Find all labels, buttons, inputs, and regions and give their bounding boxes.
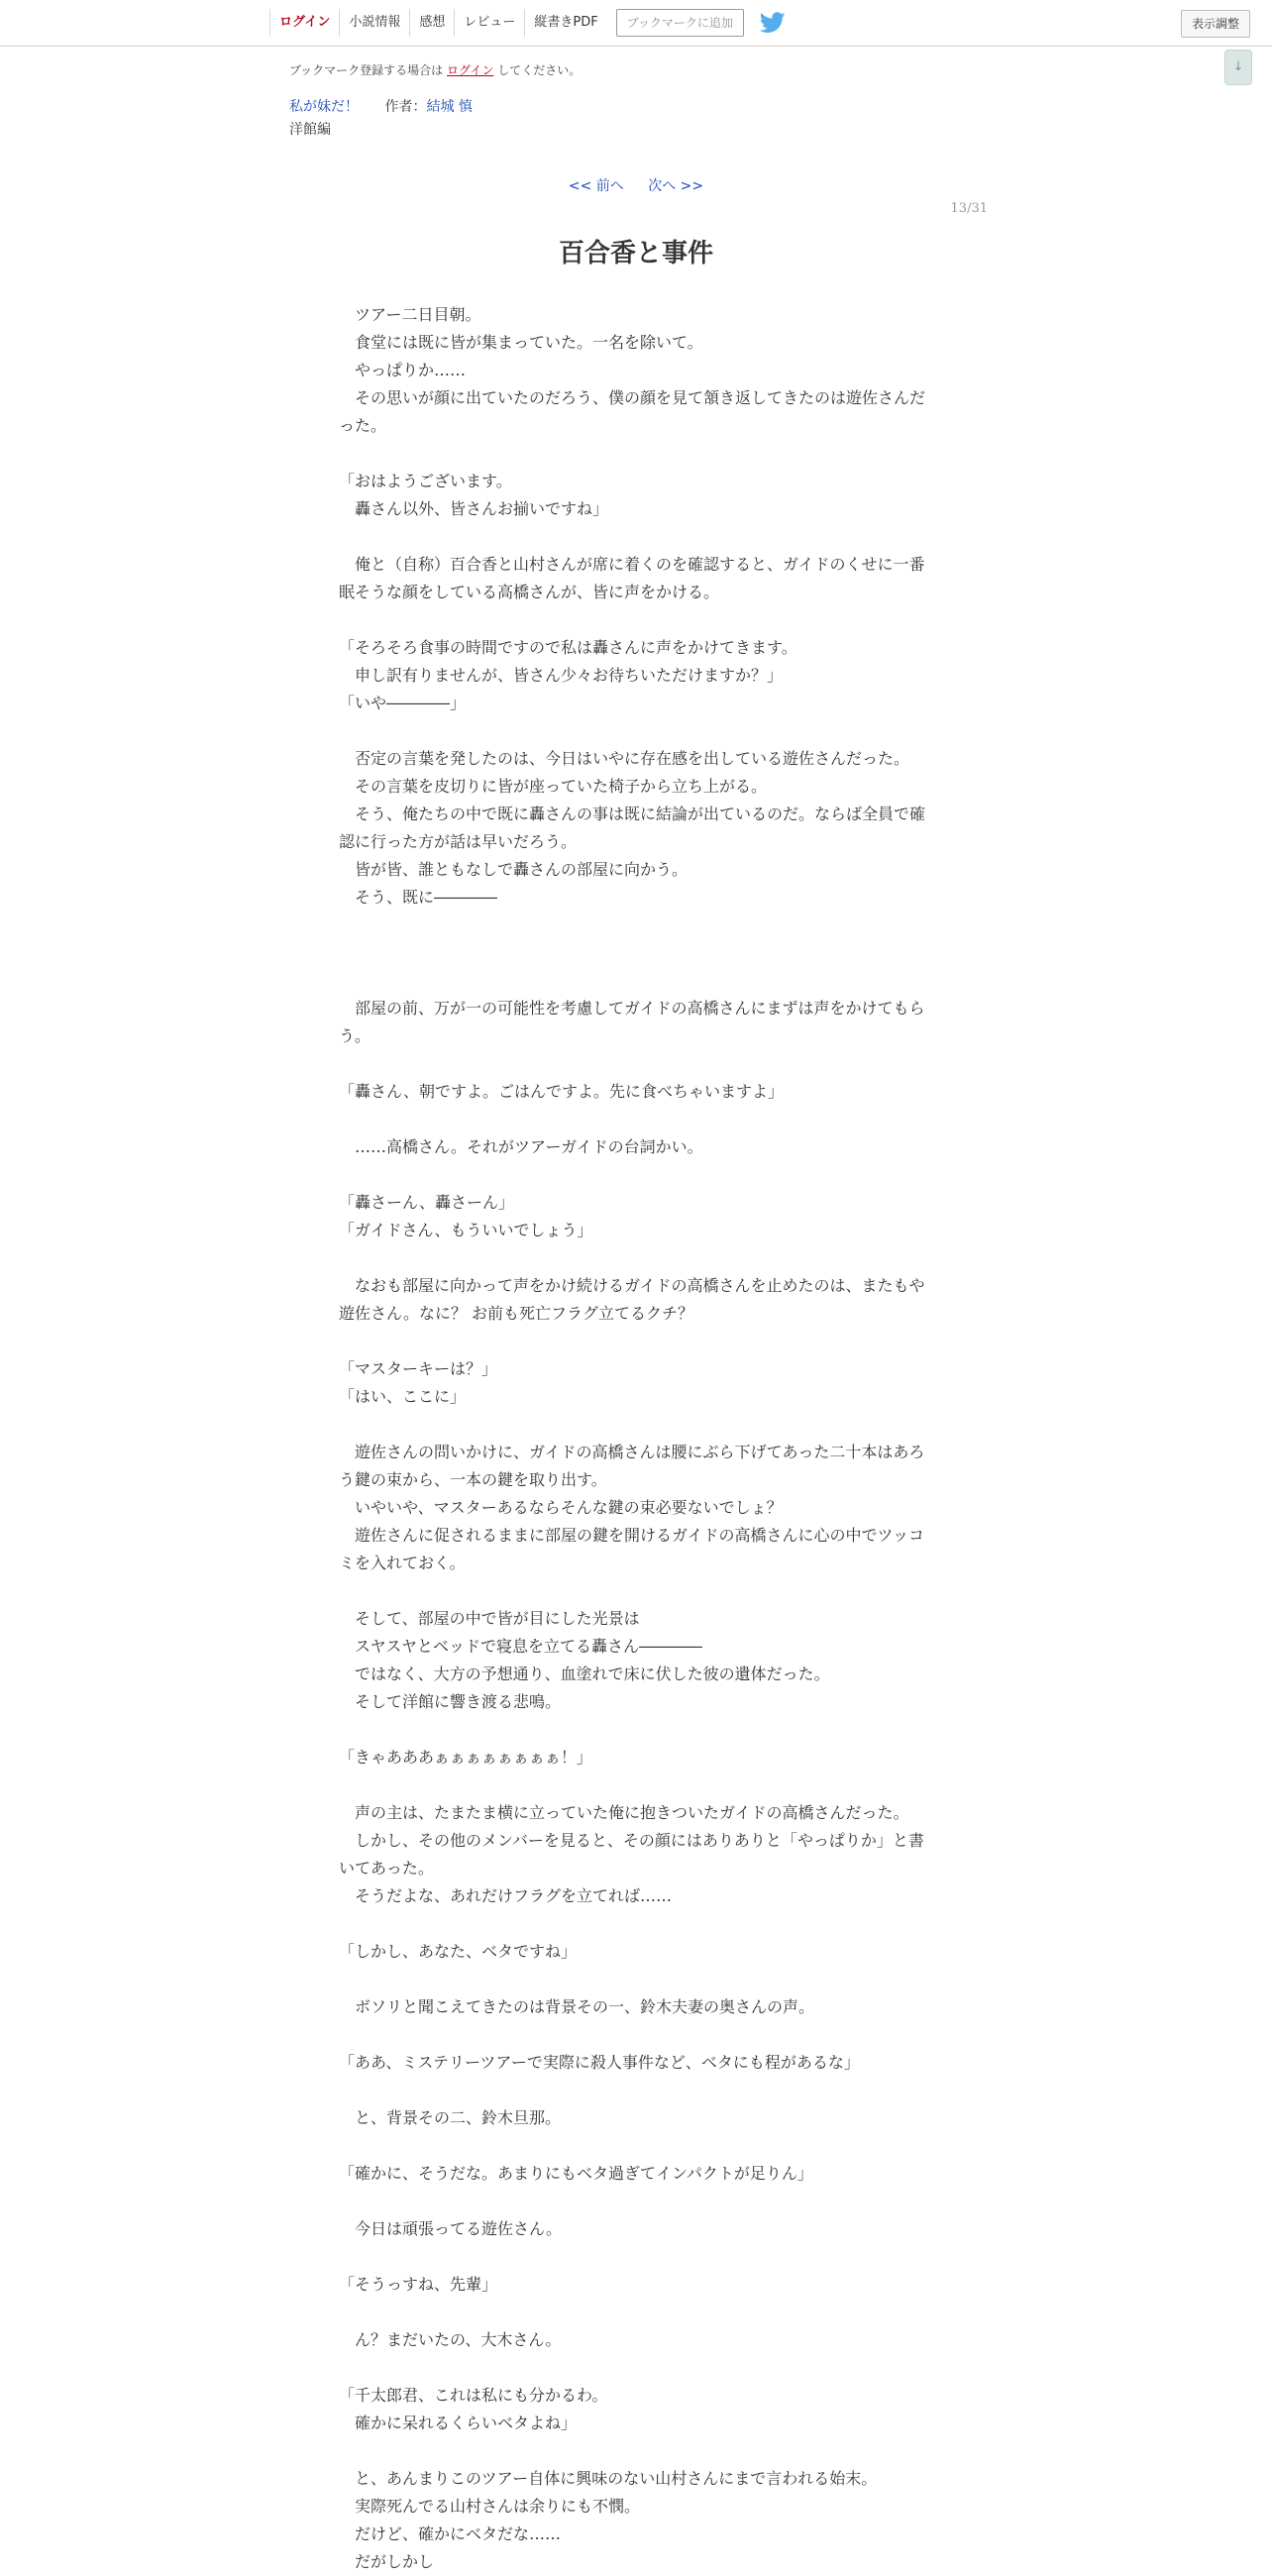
body-paragraph: 轟さん以外、皆さんお揃いですね」 bbox=[339, 499, 609, 518]
body-paragraph: そして、部屋の中で皆が目にした光景は bbox=[339, 1609, 640, 1628]
nav-vertical-pdf-link[interactable]: 縦書きPDF bbox=[524, 9, 606, 37]
body-paragraph bbox=[339, 1716, 933, 1744]
body-paragraph bbox=[339, 2243, 933, 2271]
body-paragraph: 「はい、ここに」 bbox=[339, 1387, 467, 1406]
body-paragraph bbox=[339, 1771, 933, 1799]
body-paragraph: 「マスターキーは？」 bbox=[339, 1359, 498, 1378]
body-paragraph bbox=[339, 1966, 933, 1993]
main-nav bbox=[269, 9, 786, 37]
body-paragraph bbox=[339, 1328, 933, 1355]
body-paragraph bbox=[339, 912, 933, 939]
bookmark-notice-prefix: ブックマーク登録する場合は bbox=[289, 63, 444, 77]
body-paragraph: 部屋の前、万が一の可能性を考慮してガイドの高橋さんにまずは声をかけてもらう。 bbox=[339, 999, 925, 1045]
body-paragraph bbox=[339, 2354, 933, 2382]
body-paragraph: 俺と（自称）百合香と山村さんが席に着くのを確認すると、ガイドのくせに一番眠そうな顔をしている高橋さんが、皆に声をかける。 bbox=[339, 555, 925, 601]
body-paragraph: 申し訳有りませんが、皆さん少々お待ちいただけますか？」 bbox=[339, 666, 784, 685]
chapter-body bbox=[339, 301, 933, 2576]
body-paragraph: 「おはようございます。 bbox=[339, 472, 512, 490]
body-paragraph: 「そろそろ食事の時間ですので私は轟さんに声をかけてきます。 bbox=[339, 638, 797, 657]
body-paragraph: 「そうっすね、先輩」 bbox=[339, 2275, 498, 2294]
body-paragraph bbox=[339, 967, 933, 995]
body-paragraph: 食堂には既に皆が集まっていた。一名を除いて。 bbox=[339, 333, 703, 352]
body-paragraph bbox=[339, 1910, 933, 1938]
body-paragraph bbox=[339, 1577, 933, 1605]
body-paragraph: 「轟さん、朝ですよ。ごはんですよ。先に食べちゃいますよ」 bbox=[339, 1082, 784, 1101]
body-paragraph: いやいや、マスターあるならそんな鍵の束必要ないでしょ？ bbox=[339, 1498, 783, 1517]
body-paragraph: 「確かに、そうだな。あまりにもベタ過ぎてインパクトが足りん」 bbox=[339, 2164, 813, 2183]
chapter-group-title: 洋館編 bbox=[289, 122, 331, 138]
top-nav-bar bbox=[0, 0, 1272, 47]
prev-chapter-link[interactable]: << 前へ bbox=[568, 178, 624, 194]
body-paragraph: そう、既に―――― bbox=[339, 888, 498, 907]
author-label: 作者： bbox=[384, 99, 427, 115]
body-paragraph: 「轟さーん、轟さーん」 bbox=[339, 1193, 514, 1212]
body-paragraph bbox=[339, 717, 933, 745]
body-paragraph bbox=[339, 1050, 933, 1078]
bookmark-login-notice bbox=[289, 61, 581, 78]
display-settings-button[interactable]: 表示調整 bbox=[1181, 10, 1250, 38]
body-paragraph: 「ガイドさん、もういいでしょう」 bbox=[339, 1221, 593, 1239]
nav-login-link[interactable]: ログイン bbox=[269, 9, 339, 37]
body-paragraph: そうだよな、あれだけフラグを立てれば…… bbox=[339, 1886, 673, 1905]
chapter-title: 百合香と事件 bbox=[558, 239, 713, 268]
body-paragraph: 「きゃあああぁぁぁぁぁぁぁぁ！」 bbox=[339, 1748, 592, 1767]
body-paragraph: その言葉を皮切りに皆が座っていた椅子から立ち上がる。 bbox=[339, 777, 768, 796]
body-paragraph: 声の主は、たまたま横に立っていた俺に抱きついたガイドの高橋さんだった。 bbox=[339, 1803, 909, 1822]
chapter-pager bbox=[0, 175, 1272, 195]
body-paragraph: 「千太郎君、これは私にも分かるわ。 bbox=[339, 2386, 608, 2405]
body-paragraph: だけど、確かにベタだな…… bbox=[339, 2524, 562, 2543]
body-paragraph: 実際死んでる山村さんは余りにも不憫。 bbox=[339, 2497, 641, 2516]
body-paragraph: と、あんまりこのツアー自体に興味のない山村さんにまで言われる始末。 bbox=[339, 2469, 878, 2488]
body-paragraph: その思いが顔に出ていたのだろう、僕の顔を見て頷き返してきたのは遊佐さんだった。 bbox=[339, 388, 926, 435]
body-paragraph bbox=[339, 2188, 933, 2215]
body-paragraph: 遊佐さんの問いかけに、ガイドの高橋さんは腰にぶら下げてあった二十本はあろう鍵の束から、一本の鍵を取り出す。 bbox=[339, 1443, 925, 1489]
body-paragraph: ん？まだいたの、大木さん。 bbox=[339, 2330, 562, 2349]
body-paragraph: スヤスヤとベッドで寝息を立てる轟さん―――― bbox=[339, 1637, 703, 1656]
nav-novel-info-link[interactable]: 小説情報 bbox=[339, 9, 409, 37]
body-paragraph: 今日は頑張ってる遊佐さん。 bbox=[339, 2219, 562, 2238]
body-paragraph bbox=[339, 1161, 933, 1189]
novel-meta bbox=[289, 96, 473, 116]
body-paragraph: ツアー二日目朝。 bbox=[339, 305, 481, 324]
body-paragraph bbox=[339, 2299, 933, 2326]
next-chapter-link[interactable]: 次へ >> bbox=[648, 178, 704, 194]
body-paragraph: 「ああ、ミステリーツアーで実際に殺人事件など、ベタにも程があるな」 bbox=[339, 2053, 860, 2072]
body-paragraph: ボソリと聞こえてきたのは背景その一、鈴木夫妻の奥さんの声。 bbox=[339, 1997, 815, 2016]
body-paragraph: 遊佐さんに促されるままに部屋の鍵を開けるガイドの高橋さんに心の中でツッコミを入れておく。 bbox=[339, 1526, 925, 1572]
scroll-down-button[interactable]: ↓ bbox=[1224, 50, 1252, 85]
page-count: 13/31 bbox=[950, 201, 988, 216]
body-paragraph bbox=[339, 2437, 933, 2465]
body-paragraph bbox=[339, 606, 933, 634]
body-paragraph: 否定の言葉を発したのは、今日はいやに存在感を出している遊佐さんだった。 bbox=[339, 749, 910, 768]
body-paragraph bbox=[339, 2077, 933, 2104]
body-paragraph bbox=[339, 1244, 933, 1272]
series-title-link[interactable]: 私が妹だ！ bbox=[289, 99, 359, 115]
body-paragraph: ではなく、大方の予想通り、血塗れで床に伏した彼の遺体だった。 bbox=[339, 1664, 830, 1683]
nav-impressions-link[interactable]: 感想 bbox=[409, 9, 454, 37]
body-paragraph: ……高橋さん。それがツアーガイドの台詞かい。 bbox=[339, 1137, 703, 1156]
body-paragraph: 「いや――――」 bbox=[339, 694, 467, 712]
body-paragraph bbox=[339, 939, 933, 967]
body-paragraph: なおも部屋に向かって声をかけ続けるガイドの高橋さんを止めたのは、またもや遊佐さん。なに？ お前も死亡フラグ立てるクチ？ bbox=[339, 1276, 925, 1323]
body-paragraph bbox=[339, 523, 933, 551]
body-paragraph: 「しかし、あなた、ベタですね」 bbox=[339, 1942, 578, 1961]
body-paragraph: そして洋館に響き渡る悲鳴。 bbox=[339, 1692, 562, 1711]
body-paragraph: そう、俺たちの中で既に轟さんの事は既に結論が出ているのだ。ならば全員で確認に行った方が話は早いだろう。 bbox=[339, 805, 926, 851]
body-paragraph: しかし、その他のメンバーを見ると、その顔にはありありと「やっぱりか」と書いてあった。 bbox=[339, 1831, 924, 1878]
body-paragraph: 皆が皆、誰ともなしで轟さんの部屋に向かう。 bbox=[339, 860, 689, 879]
body-paragraph: だがしかし bbox=[339, 2552, 435, 2571]
body-paragraph bbox=[339, 2132, 933, 2160]
add-bookmark-button[interactable]: ブックマークに追加 bbox=[616, 9, 744, 37]
bookmark-notice-suffix: してください。 bbox=[497, 63, 582, 77]
body-paragraph bbox=[339, 440, 933, 468]
twitter-bird-icon[interactable] bbox=[760, 12, 786, 34]
body-paragraph bbox=[339, 1411, 933, 1439]
body-paragraph bbox=[339, 2021, 933, 2049]
nav-review-link[interactable]: レビュー bbox=[454, 9, 524, 37]
body-paragraph bbox=[339, 1106, 933, 1133]
author-link[interactable]: 結城 慎 bbox=[426, 99, 473, 115]
body-paragraph: やっぱりか…… bbox=[339, 361, 467, 379]
body-paragraph: と、背景その二、鈴木旦那。 bbox=[339, 2108, 562, 2127]
bookmark-login-link[interactable]: ログイン bbox=[447, 63, 494, 77]
body-paragraph: 確かに呆れるくらいベタよね」 bbox=[339, 2414, 578, 2432]
